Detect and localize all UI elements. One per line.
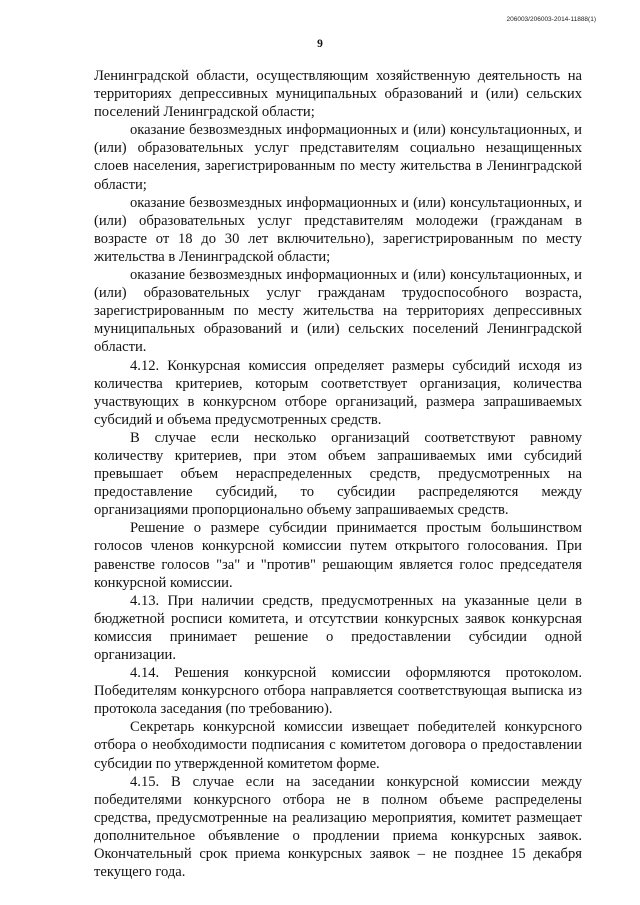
page-number: 9 [317,38,323,50]
paragraph: оказание безвозмездных информационных и (или) консультационных, и (или) образовательных услуг представителям молодежи (гражданам в возрасте от 18 до 30 лет включительно), зарегистрированным по месту жительства в Ленинградской области; [94,194,582,265]
paragraph: оказание безвозмездных информационных и (или) консультационных, и (или) образовательных услуг представителям социально незащищенных слоев населения, зарегистрированным по месту жительства в Ленинградской области; [94,122,582,193]
paragraph: Секретарь конкурсной комиссии извещает победителей конкурсного отбора о необходимости подписания с комитетом договора о предоставлении субсидии по утвержденной комитетом форме. [94,719,582,772]
document-code: 206003/206003-2014-11888(1) [506,16,596,23]
paragraph: 4.13. При наличии средств, предусмотренных на указанные цели в бюджетной росписи комитета, и отсутствии конкурсных заявок конкурсная комиссия принимает решение о предоставлении субсидии одной организации. [94,592,582,663]
paragraph: Решение о размере субсидии принимается простым большинством голосов членов конкурсной комиссии путем открытого голосования. При равенстве голосов "за" и "против" решающим является голос председателя конкурсной комиссии. [94,520,582,591]
paragraph: В случае если несколько организаций соответствуют равному количеству критериев, при этом объем запрашиваемых ими субсидий превышает объем нераспределенных средств, предусмотренных на предоставление субсидий, то субсидии распределяются между организациями пропорционально объему запрашиваемых средств. [94,429,582,519]
paragraph: 4.12. Конкурсная комиссия определяет размеры субсидий исходя из количества критериев, которым соответствует организация, количества участвующих в конкурсном отборе организаций, размера запрашиваемых субсидий и объема предусмотренных средств. [94,357,582,428]
paragraph: Ленинградской области, осуществляющим хозяйственную деятельность на территориях депрессивных муниципальных образований и (или) сельских поселений Ленинградской области; [94,68,582,121]
paragraph: оказание безвозмездных информационных и (или) консультационных, и (или) образовательных услуг гражданам трудоспособного возраста, зарегистрированным по месту жительства на территориях депрессивных муниципальных образований и (или) сельских поселений Ленинградской области. [94,267,582,356]
document-body [94,67,582,881]
paragraph: 4.14. Решения конкурсной комиссии оформляются протоколом. Победителям конкурсного отбора направляется соответствующая выписка из протокола заседания (по требованию). [94,665,582,718]
paragraph: 4.15. В случае если на заседании конкурсной комиссии между победителями конкурсного отбора не в полном объеме распределены средства, предусмотренные на реализацию мероприятия, комитет размещает дополнительное объявление о продлении приема конкурсных заявок. Окончательный срок приема конкурсных заявок – не позднее 15 декабря текущего года. [94,773,582,881]
